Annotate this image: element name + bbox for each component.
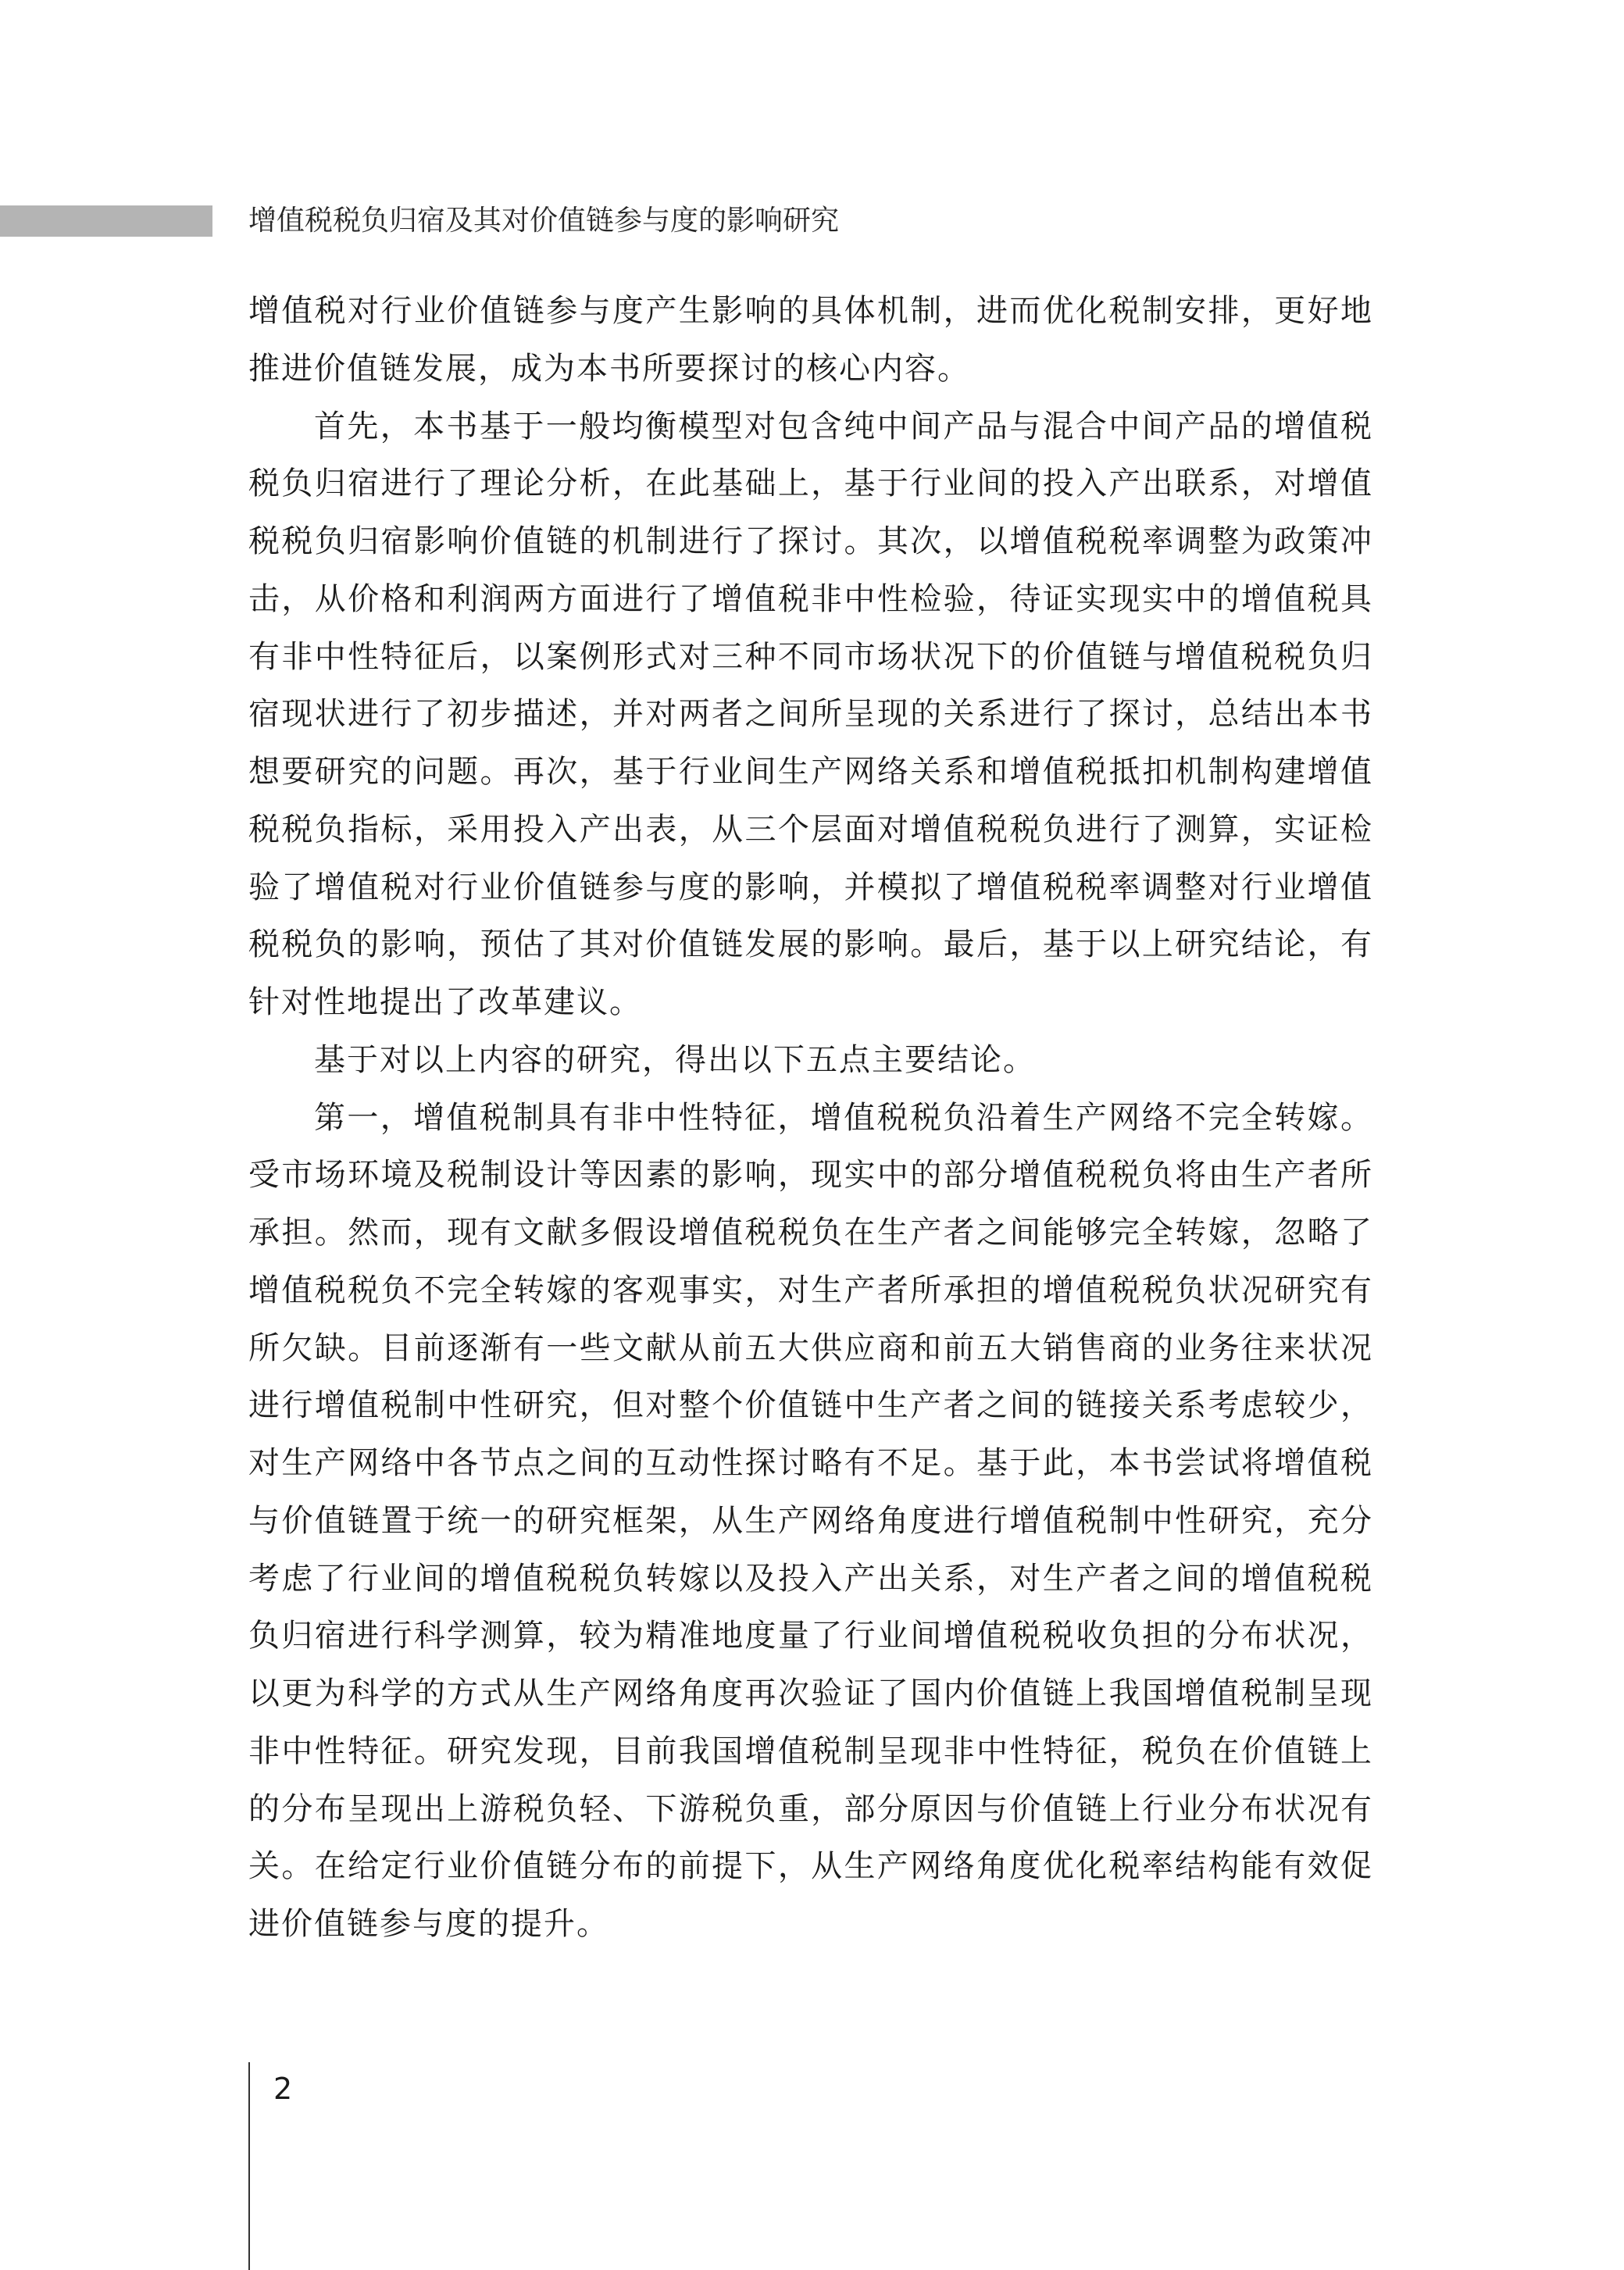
body-text <box>248 283 1373 1954</box>
page-number: 2 <box>273 2072 293 2106</box>
paragraph-2: 首先，本书基于一般均衡模型对包含纯中间产品与混合中间产品的增值税税负归宿进行了理论分析，在此基础上，基于行业间的投入产出联系，对增值税税负归宿影响价值链的机制进行了探讨。其次，以增值税税率调整为政策冲击，从价格和利润两方面进行了增值税非中性检验，待证实现实中的增值税具有非中性特征后，以案例形式对三种不同市场状况下的价值链与增值税税负归宿现状进行了初步描述，并对两者之间所呈现的关系进行了探讨，总结出本书想要研究的问题。再次，基于行业间生产网络关系和增值税抵扣机制构建增值税税负指标，采用投入产出表，从三个层面对增值税税负进行了测算，实证检验了增值税对行业价值链参与度的影响，并模拟了增值税税率调整对行业增值税税负的影响，预估了其对价值链发展的影响。最后，基于以上研究结论，有针对性地提出了改革建议。 <box>248 408 1373 1020</box>
paragraph-1: 增值税对行业价值链参与度产生影响的具体机制，进而优化税制安排，更好地推进价值链发展，成为本书所要探讨的核心内容。 <box>248 293 1373 387</box>
paragraph-3: 基于对以上内容的研究，得出以下五点主要结论。 <box>314 1041 1036 1078</box>
footer-vertical-rule <box>248 2062 250 2270</box>
header-gray-bar <box>0 205 212 237</box>
running-title: 增值税税负归宿及其对价值链参与度的影响研究 <box>248 205 840 237</box>
paragraph-4: 第一，增值税制具有非中性特征，增值税税负沿着生产网络不完全转嫁。受市场环境及税制设计等因素的影响，现实中的部分增值税税负将由生产者所承担。然而，现有文献多假设增值税税负在生产者之间能够完全转嫁，忽略了增值税税负不完全转嫁的客观事实，对生产者所承担的增值税税负状况研究有所欠缺。目前逐渐有一些文献从前五大供应商和前五大销售商的业务往来状况进行增值税制中性研究，但对整个价值链中生产者之间的链接关系考虑较少，对生产网络中各节点之间的互动性探讨略有不足。基于此，本书尝试将增值税与价值链置于统一的研究框架，从生产网络角度进行增值税制中性研究，充分考虑了行业间的增值税税负转嫁以及投入产出关系，对生产者之间的增值税税负归宿进行科学测算，较为精准地度量了行业间增值税税收负担的分布状况，以更为科学的方式从生产网络角度再次验证了国内价值链上我国增值税制呈现非中性特征。研究发现，目前我国增值税制呈现非中性特征，税负在价值链上的分布呈现出上游税负轻、下游税负重，部分原因与价值链上行业分布状况有关。在给定行业价值链分布的前提下，从生产网络角度优化税率结构能有效促进价值链参与度的提升。 <box>248 1099 1373 1942</box>
